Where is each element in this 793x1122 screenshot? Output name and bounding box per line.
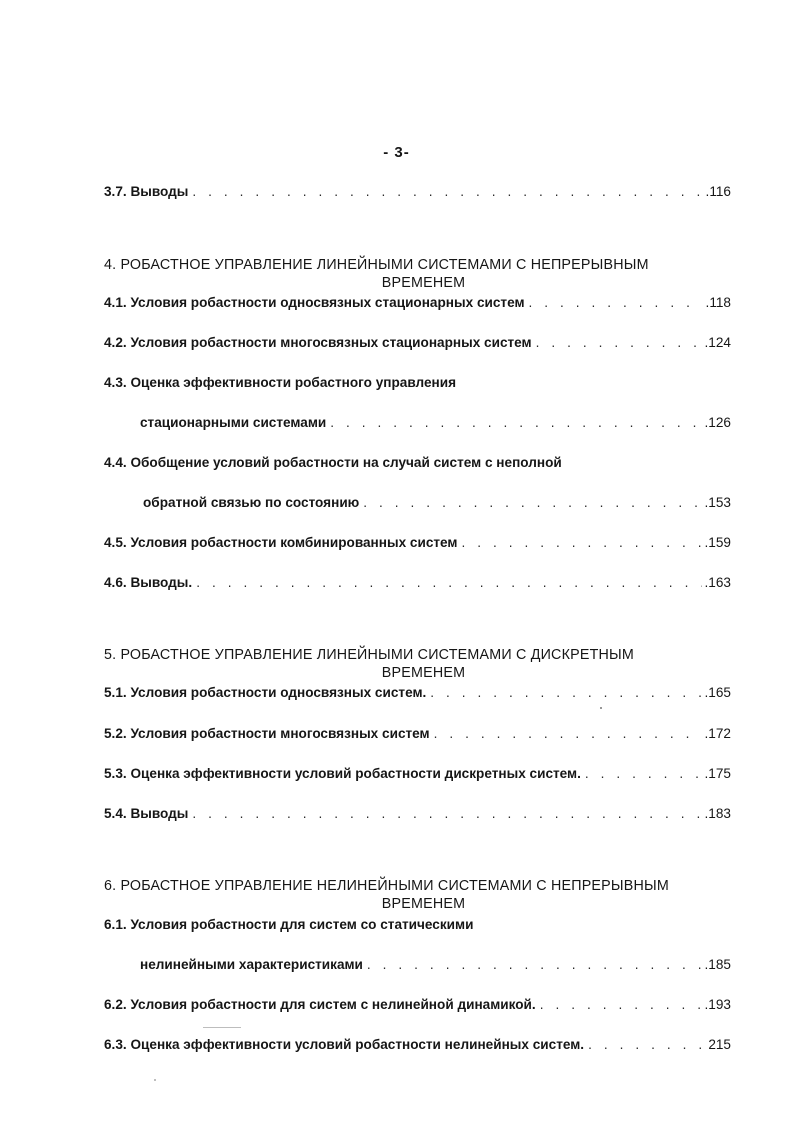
- toc-entry-label: 6.2. Условия робастности для систем с нелинейной динамикой.: [104, 997, 536, 1012]
- toc-entry-page: .163: [704, 575, 731, 590]
- dot-leader: [462, 534, 702, 552]
- toc-entry-5-4: [104, 805, 731, 823]
- toc-entry-continuation: обратной связью по состоянию: [143, 495, 360, 510]
- chapter-heading-line2: ВРЕМЕНЕМ: [381, 275, 466, 291]
- chapter-heading-line1: 4. РОБАСТНОЕ УПРАВЛЕНИЕ ЛИНЕЙНЫМИ СИСТЕМАМИ С НЕПРЕРЫВНЫМ: [104, 257, 649, 273]
- toc-entry-label: 5.2. Условия робастности многосвязных систем: [104, 726, 430, 741]
- toc-entry-5-2: [104, 725, 731, 743]
- dot-leader: [434, 725, 702, 743]
- toc-entry-page: .175: [704, 766, 731, 781]
- dot-leader: [588, 1036, 705, 1054]
- toc-entry-4-4-label: 4.4. Обобщение условий робастности на случай систем с неполной: [104, 455, 562, 470]
- toc-entry-5-1: [104, 684, 731, 702]
- toc-entry-label: 4.2. Условия робастности многосвязных стационарных систем: [104, 335, 532, 350]
- dot-leader: [196, 574, 701, 592]
- scan-mark: [203, 1027, 241, 1028]
- toc-entry-page: .183: [704, 806, 731, 821]
- toc-entry-4-3-label: 4.3. Оценка эффективности робастного управления: [104, 375, 457, 390]
- dot-leader: [192, 183, 702, 201]
- toc-entry-3-7: [104, 183, 731, 201]
- toc-entry-page: .172: [704, 726, 731, 741]
- toc-entry-label: 4.5. Условия робастности комбинированных систем: [104, 535, 458, 550]
- dot-leader: [330, 414, 701, 432]
- dot-leader: [430, 684, 701, 702]
- toc-entry-6-1: [140, 956, 731, 974]
- scan-speck: [600, 707, 602, 709]
- toc-entry-4-3: [140, 414, 731, 432]
- toc-entry-label: 5.4. Выводы: [104, 806, 189, 821]
- chapter-6-heading: [104, 877, 731, 913]
- chapter-4-heading: [104, 256, 731, 292]
- scan-speck: [154, 1079, 156, 1081]
- toc-entry-label: 4.6. Выводы.: [104, 575, 193, 590]
- chapter-5-heading: [104, 646, 731, 682]
- toc-entry-4-2: [104, 334, 731, 352]
- dot-leader: [192, 805, 701, 823]
- toc-entry-page: 215: [708, 1037, 731, 1052]
- toc-entry-page: .124: [704, 335, 731, 350]
- page-number: - 3-: [383, 144, 410, 161]
- toc-entry-label: 4.1. Условия робастности односвязных стационарных систем: [104, 295, 525, 310]
- toc-entry-6-2: [104, 996, 731, 1014]
- toc-entry-continuation: нелинейными характеристиками: [140, 957, 363, 972]
- chapter-heading-line2: ВРЕМЕНЕМ: [381, 665, 466, 681]
- dot-leader: [363, 494, 701, 512]
- dot-leader: [529, 294, 703, 312]
- toc-entry-page: .118: [705, 295, 731, 310]
- chapter-heading-line2: ВРЕМЕНЕМ: [381, 896, 466, 912]
- toc-entry-4-6: [104, 574, 731, 592]
- toc-entry-4-4: [143, 494, 731, 512]
- toc-entry-page: .116: [705, 184, 731, 199]
- toc-entry-6-1-label: 6.1. Условия робастности для систем со статическими: [104, 917, 474, 932]
- toc-entry-label: 5.3. Оценка эффективности условий робастности дискретных систем.: [104, 766, 581, 781]
- toc-entry-4-1: [104, 294, 731, 312]
- toc-entry-page: .165: [704, 685, 731, 700]
- toc-entry-page: .193: [704, 997, 731, 1012]
- toc-entry-label: 6.3. Оценка эффективности условий робастности нелинейных систем.: [104, 1037, 585, 1052]
- toc-entry-page: .153: [704, 495, 731, 510]
- toc-entry-page: .185: [704, 957, 731, 972]
- dot-leader: [540, 996, 702, 1014]
- dot-leader: [585, 765, 702, 783]
- toc-entry-label: 3.7. Выводы: [104, 184, 189, 199]
- toc-entry-page: .126: [704, 415, 731, 430]
- toc-entry-page: .159: [704, 535, 731, 550]
- dot-leader: [367, 956, 702, 974]
- toc-entry-6-3: [104, 1036, 731, 1054]
- toc-entry-continuation: стационарными системами: [140, 415, 327, 430]
- toc-entry-4-5: [104, 534, 731, 552]
- toc-entry-5-3: [104, 765, 731, 783]
- toc-entry-label: 5.1. Условия робастности односвязных систем.: [104, 685, 427, 700]
- chapter-heading-line1: 5. РОБАСТНОЕ УПРАВЛЕНИЕ ЛИНЕЙНЫМИ СИСТЕМАМИ С ДИСКРЕТНЫМ: [104, 647, 634, 663]
- chapter-heading-line1: 6. РОБАСТНОЕ УПРАВЛЕНИЕ НЕЛИНЕЙНЫМИ СИСТЕМАМИ С НЕПРЕРЫВНЫМ: [104, 878, 669, 894]
- dot-leader: [536, 334, 702, 352]
